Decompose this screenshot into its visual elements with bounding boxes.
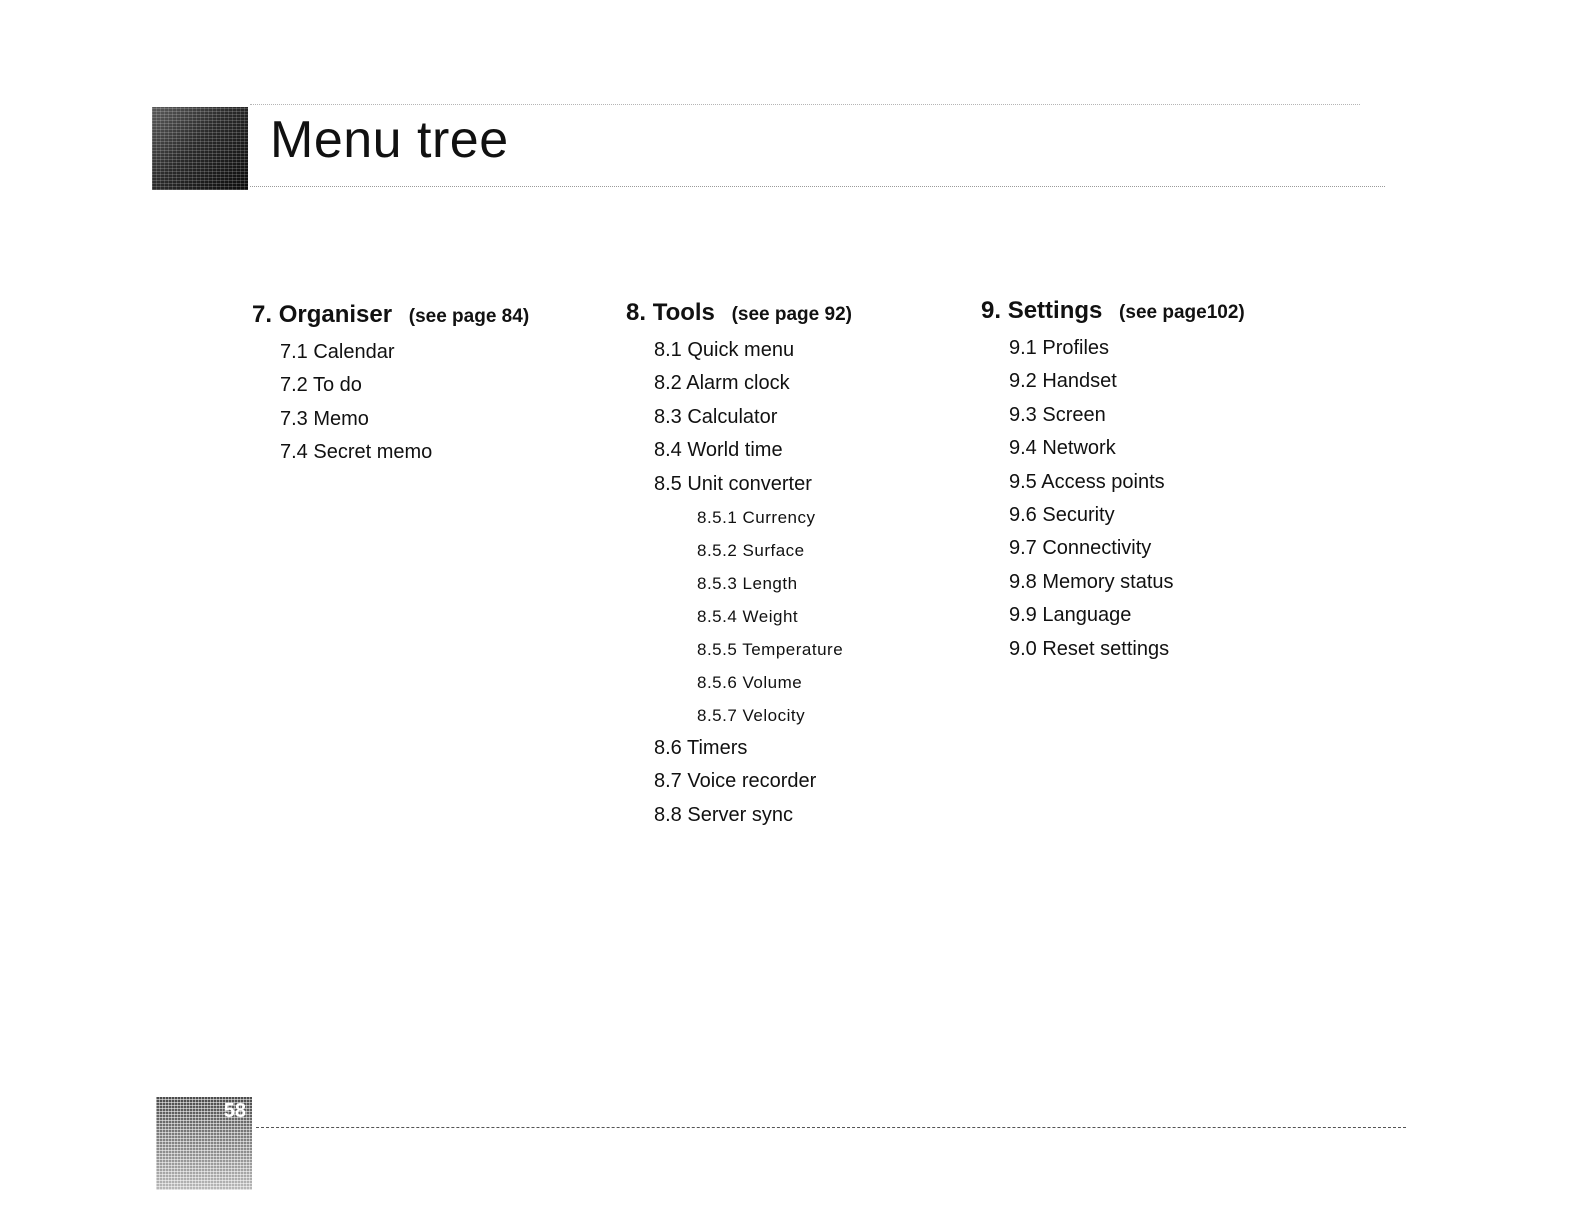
- heading-number: 7.: [252, 301, 273, 328]
- menu-item: 9.6 Security: [1009, 503, 1115, 526]
- heading-number: 8.: [626, 299, 647, 326]
- header-rule-top: [250, 104, 1360, 105]
- submenu-item: 8.5.5 Temperature: [697, 639, 844, 659]
- menu-item: 9.7 Connectivity: [1009, 537, 1152, 560]
- menu-item: 8.8 Server sync: [654, 803, 793, 826]
- menu-column-tools: [626, 301, 852, 832]
- heading-name: Organiser: [278, 301, 393, 328]
- menu-column-organiser: [252, 303, 529, 470]
- heading-name: Settings: [1007, 297, 1103, 324]
- submenu-item: 8.5.4 Weight: [697, 606, 799, 626]
- menu-column-settings: [981, 299, 1245, 666]
- menu-item: 8.4 World time: [654, 439, 783, 462]
- menu-item-list: [981, 332, 1245, 666]
- menu-item: 7.1 Calendar: [280, 341, 395, 363]
- menu-item: 9.0 Reset settings: [1009, 637, 1170, 660]
- heading-number: 9.: [981, 297, 1002, 324]
- menu-item: 9.2 Handset: [1009, 370, 1117, 393]
- footer-rule: [256, 1127, 1406, 1128]
- submenu-item: 8.5.1 Currency: [697, 507, 816, 527]
- menu-item-list: [626, 334, 852, 832]
- page-reference: (see page 84): [408, 306, 530, 327]
- menu-item: 9.4 Network: [1009, 437, 1116, 460]
- menu-item: 8.1 Quick menu: [654, 339, 795, 361]
- menu-item: 8.6 Timers: [654, 736, 748, 759]
- header-decoration-block: [152, 107, 248, 190]
- menu-item: 7.4 Secret memo: [280, 441, 433, 464]
- page-title: Menu tree: [270, 111, 509, 169]
- submenu-item: 8.5.2 Surface: [697, 540, 805, 560]
- menu-item: 7.2 To do: [280, 374, 362, 397]
- menu-item: 9.1 Profiles: [1009, 337, 1110, 359]
- submenu-item: 8.5.7 Velocity: [697, 705, 806, 725]
- menu-item: 8.2 Alarm clock: [654, 372, 790, 395]
- column-heading: [981, 299, 1245, 323]
- page-number: 58: [223, 1100, 246, 1122]
- menu-item: 8.3 Calculator: [654, 405, 778, 428]
- page-reference: (see page102): [1119, 302, 1245, 323]
- page-reference: (see page 92): [731, 304, 852, 325]
- menu-item: 8.5 Unit converter: [654, 472, 812, 495]
- menu-item: 9.8 Memory status: [1009, 570, 1174, 593]
- menu-item: 9.9 Language: [1009, 604, 1132, 627]
- submenu-item: 8.5.6 Volume: [697, 672, 803, 692]
- menu-item: 7.3 Memo: [280, 407, 369, 430]
- submenu-item: 8.5.3 Length: [697, 573, 798, 593]
- page-number-block: [156, 1097, 252, 1190]
- column-heading: [252, 303, 529, 327]
- column-heading: [626, 301, 852, 325]
- header-rule-bottom: [250, 186, 1385, 187]
- menu-item-list: [252, 336, 529, 470]
- menu-item: 9.5 Access points: [1009, 470, 1165, 493]
- menu-item: 9.3 Screen: [1009, 403, 1106, 426]
- menu-item: 8.7 Voice recorder: [654, 770, 817, 793]
- heading-name: Tools: [652, 299, 715, 326]
